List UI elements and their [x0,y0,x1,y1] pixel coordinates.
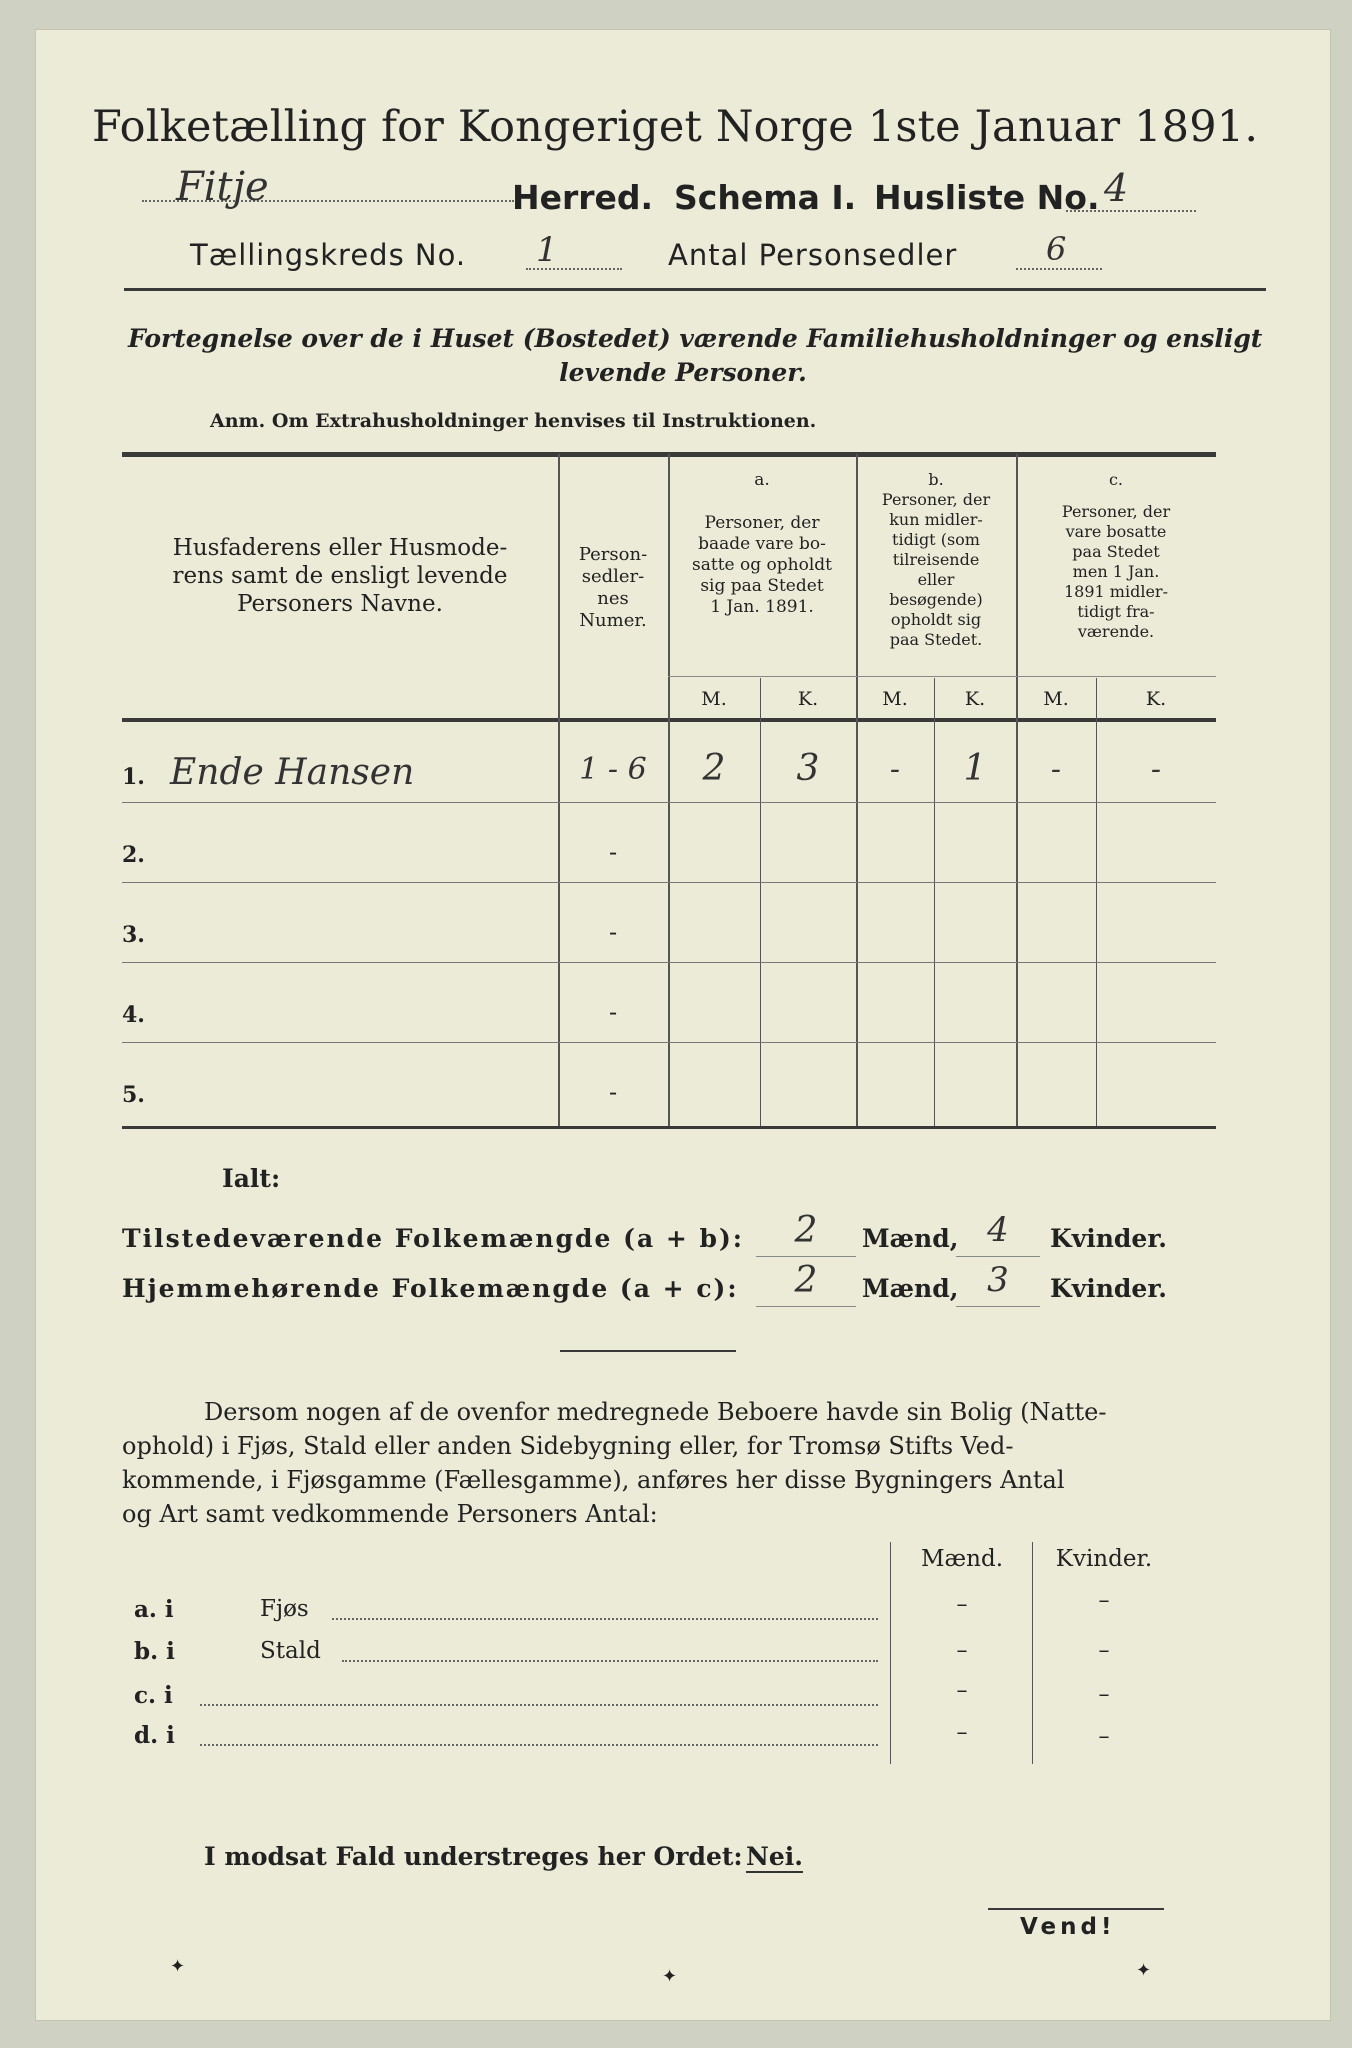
building-maend: – [956,1638,968,1663]
husliste-label: Husliste No. [874,178,1100,217]
husliste-value: 4 [1104,166,1129,210]
col-b-letter: b. [928,470,944,489]
col-c-h2: vare bosatte [1065,522,1167,541]
col-b-h5: eller [917,570,955,589]
tilstede-kvinder-label: Kvinder. [1050,1224,1167,1253]
col-c-h7: værende. [1077,622,1155,641]
sub-c-k: K. [1145,688,1167,710]
b-m-value: - [889,752,901,787]
hjemme-kvinder-label: Kvinder. [1050,1274,1167,1303]
row-number: 3. [122,922,145,948]
col-b-h2: kun midler- [889,510,983,529]
herred-value: Fitje [176,164,269,210]
tilstede-label: Tilstedeværende Folkemængde (a + b): [122,1224,745,1253]
col-c-h3: paa Stedet [1072,542,1160,561]
building-kvinder: – [1098,1638,1110,1663]
sedler-number: - [608,838,618,866]
col-names-h3: Personers Navne. [237,591,443,617]
tilstede-maend-value: 2 [794,1210,818,1251]
row-number: 1. [122,764,145,790]
tilstede-maend-label: Mænd, [862,1224,959,1253]
col-num-h4: Numer. [579,610,647,631]
building-label: c. i [134,1682,173,1709]
kreds-label: Tællingskreds No. [190,238,467,272]
col-a-h3: satte og opholdt [692,555,832,575]
intro-line-2: levende Personer. [559,358,807,387]
building-name: Fjøs [260,1596,309,1622]
sedler-number: 1 - 6 [579,752,647,787]
hjemme-maend-value: 2 [794,1260,818,1301]
person-name: Ende Hansen [170,752,415,793]
herred-label: Herred. [512,178,654,217]
form-title: Folketælling for Kongeriget Norge 1ste Januar 1891. [92,102,1259,152]
sedler-number: - [608,1078,618,1106]
col-num-h3: nes [597,588,629,609]
col-a-letter: a. [754,470,770,490]
sub-c-m: M. [1043,688,1069,710]
sub-b-m: M. [882,688,908,710]
col-a-h1: Personer, der [704,513,820,533]
buildings-col-maend: Mænd. [920,1546,1004,1572]
row-number: 2. [122,842,145,868]
col-c-h5: 1891 midler- [1064,582,1168,601]
hjemme-maend-label: Mænd, [862,1274,959,1303]
b-k-value: 1 [963,748,987,789]
note-line-1: Dersom nogen af de ovenfor medregnede Beboere havde sin Bolig (Natte- [204,1398,1107,1426]
kreds-value: 1 [536,230,558,270]
vend-text: Vend! [1020,1914,1116,1940]
anm-note: Anm. Om Extrahusholdninger henvises til Instruktionen. [210,410,817,432]
row-number: 5. [122,1082,145,1108]
nei-word: Nei. [746,1842,803,1871]
col-names-h2: rens samt de ensligt levende [172,563,508,589]
col-b-h7: opholdt sig [890,610,982,629]
a-m-value: 2 [702,748,726,789]
tilstede-kvinder-value: 4 [987,1210,1009,1250]
sedler-number: - [608,998,618,1026]
building-name: Stald [260,1638,321,1664]
building-label: b. i [134,1638,175,1665]
col-num-h1: Person- [578,544,648,565]
col-a-h2: baade vare bo- [698,534,826,554]
building-label: d. i [134,1722,175,1749]
buildings-col-kvinder: Kvinder. [1055,1546,1153,1572]
col-b-h3: tidigt (som [892,530,980,549]
building-maend: – [956,1720,968,1745]
sedler-number: - [608,918,618,946]
col-c-h4: men 1 Jan. [1072,562,1160,581]
ink-mark-icon: ✦ [1136,1960,1152,1981]
census-form [36,30,1330,2020]
building-kvinder: – [1098,1682,1110,1707]
building-kvinder: – [1098,1724,1110,1749]
sub-a-m: M. [701,688,727,710]
col-c-h6: tidigt fra- [1077,602,1155,621]
col-b-h1: Personer, der [881,490,991,509]
antal-label: Antal Personsedler [668,238,958,272]
row-number: 4. [122,1002,145,1028]
c-m-value: - [1050,752,1062,787]
note-line-2: ophold) i Fjøs, Stald eller anden Sidebygning eller, for Tromsø Stifts Ved- [122,1432,1014,1460]
building-label: a. i [134,1596,174,1623]
schema-label: Schema I. [674,178,857,217]
note-line-4: og Art samt vedkommende Personers Antal: [122,1500,658,1528]
intro-line-1: Fortegnelse over de i Huset (Bostedet) værende Familiehusholdninger og ensligt [128,324,1263,353]
sub-b-k: K. [964,688,986,710]
ialt-label: Ialt: [222,1164,281,1193]
building-kvinder: – [1098,1588,1110,1613]
modsat-text: I modsat Fald understreges her Ordet: [204,1842,743,1871]
building-maend: – [956,1678,968,1703]
col-c-letter: c. [1108,470,1124,489]
c-k-value: - [1150,752,1162,787]
ink-mark-icon: ✦ [662,1966,678,1987]
antal-value: 6 [1046,230,1067,268]
a-k-value: 3 [796,748,820,789]
building-maend: – [956,1592,968,1617]
ink-mark-icon: ✦ [170,1956,186,1977]
col-names-h1: Husfaderens eller Husmode- [172,535,508,561]
col-b-h4: tilreisende [892,550,980,569]
col-c-h1: Personer, der [1061,502,1171,521]
col-num-h2: sedler- [581,566,645,587]
col-a-h4: sig paa Stedet [700,576,824,596]
col-a-h5: 1 Jan. 1891. [710,597,814,617]
col-b-h8: paa Stedet. [889,630,983,649]
sub-a-k: K. [797,688,819,710]
hjemme-label: Hjemmehørende Folkemængde (a + c): [122,1274,739,1303]
hjemme-kvinder-value: 3 [987,1260,1009,1300]
col-b-h6: besøgende) [889,590,983,609]
note-line-3: kommende, i Fjøsgamme (Fællesgamme), anføres her disse Bygningers Antal [122,1466,1065,1494]
